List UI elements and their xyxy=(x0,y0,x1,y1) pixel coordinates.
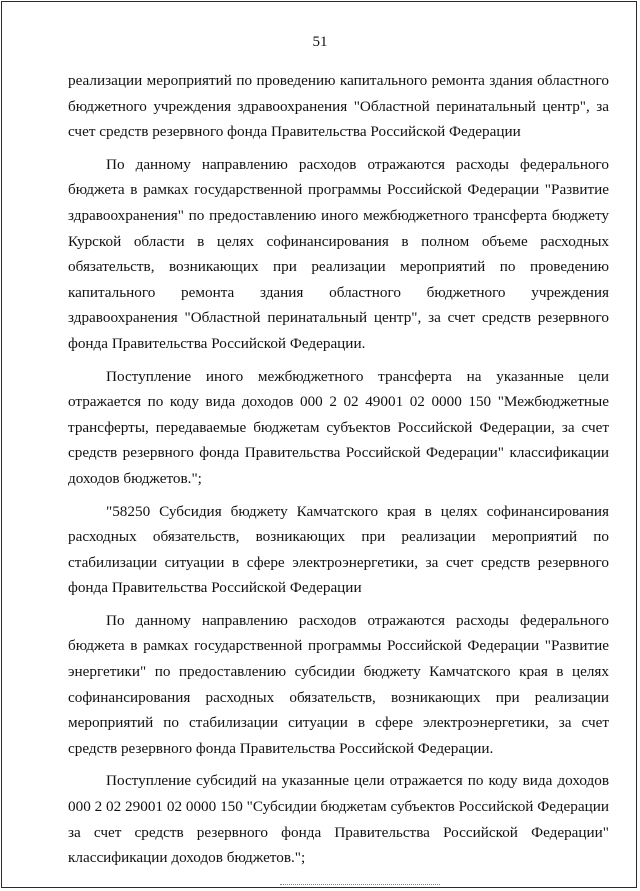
paragraph-6: Поступление субсидий на указанные цели отражается по коду вида доходов 000 2 02 29001 02 0000 150 "Субсидии бюджетам субъектов Российской Федерации за счет средств резервного фонда Правительства Российской Федерации" классификации доходов бюджетов."; xyxy=(68,772,609,867)
paragraph-2: По данному направлению расходов отражаются расходы федерального бюджета в рамках государственной программы Российской Федерации "Развитие здравоохранения" по предоставлению иного межбюджетного трансферта бюджету Курской области в целях софинансирования в полном объеме расходных обязательств, возникающих при реализации мероприятий по проведению капитального ремонта здания областного бюджетного учреждения здравоохранения "Областной перинатальный центр", за счет средств резервного фонда Правительства Российской Федерации. xyxy=(68,155,609,352)
paragraph-4: "58250 Субсидия бюджету Камчатского края в целях софинансирования расходных обязательств, возникающих при реализации мероприятий по стабилизации ситуации в сфере электроэнергетики, за счет средств резервного фонда Правительства Российской Федерации xyxy=(68,502,609,597)
paragraph-5: По данному направлению расходов отражаются расходы федерального бюджета в рамках государственной программы Российской Федерации "Развитие энергетики" по предоставлению субсидии бюджету Камчатского края в целях софинансирования расходных обязательств, возникающих при реализации мероприятий по стабилизации ситуации в сфере электроэнергетики, за счет средств резервного фонда Правительства Российской Федерации. xyxy=(68,611,609,757)
paragraph-3: Поступление иного межбюджетного трансферта на указанные цели отражается по коду вида доходов 000 2 02 49001 02 0000 150 "Межбюджетные трансферты, передаваемые бюджетам субъектов Российской Федерации, за счет средств резервного фонда Правительства Российской Федерации" классификации доходов бюджетов."; xyxy=(68,367,609,487)
page-number: 51 xyxy=(312,34,328,50)
paragraph-1: реализации мероприятий по проведению капитального ремонта здания областного бюджетного учреждения здравоохранения "Областной перинатальный центр", за счет средств резервного фонда Правительства Российской Федерации xyxy=(68,72,609,141)
document-body xyxy=(68,68,609,878)
scan-artifact-line xyxy=(280,884,440,886)
